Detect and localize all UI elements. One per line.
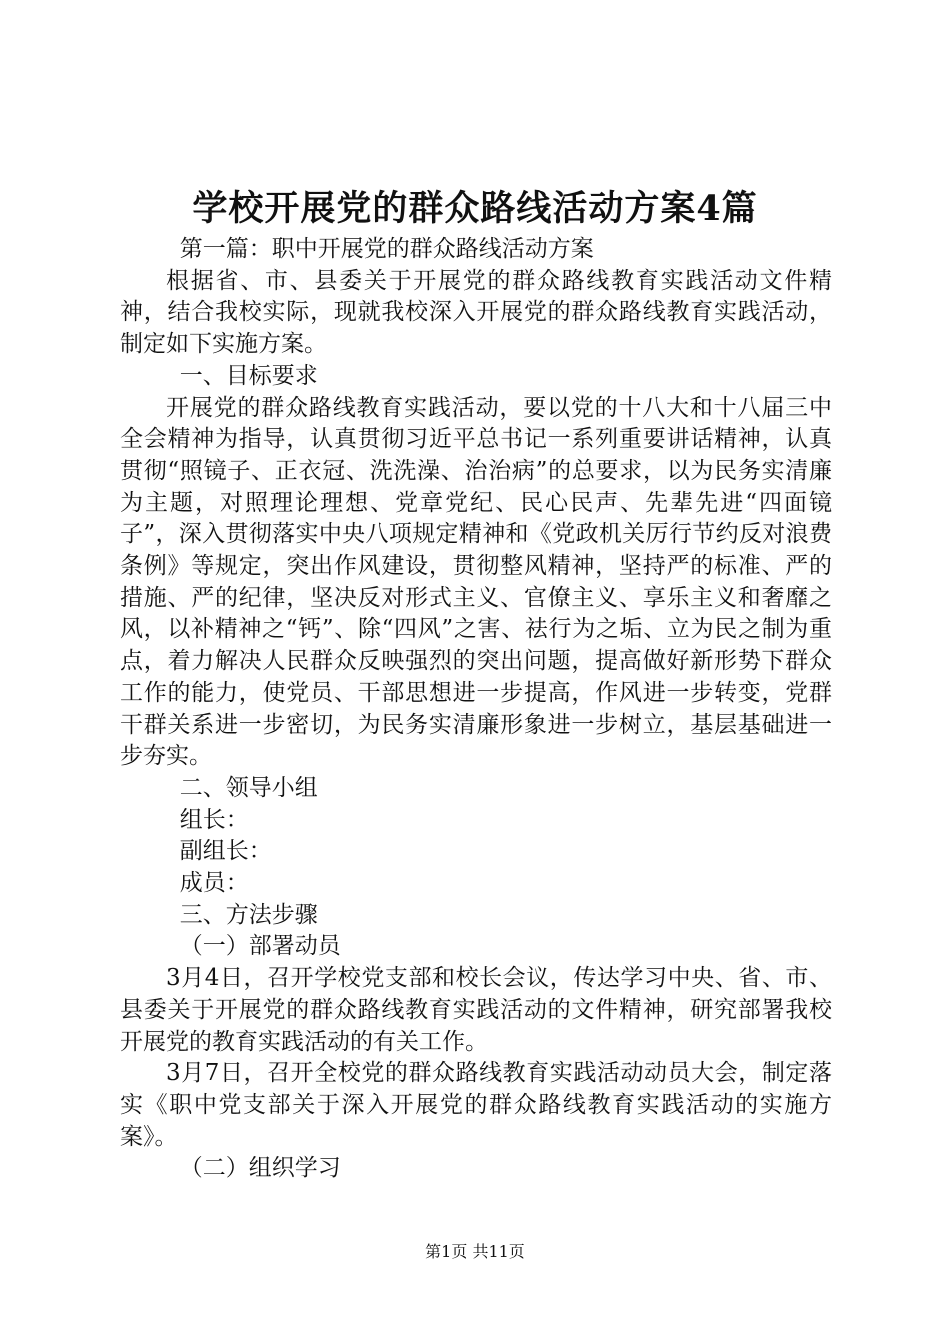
document-body [120, 234, 832, 1185]
paragraph: 成员： [179, 870, 249, 897]
paragraph: 3月7日，召开全校党的群众路线教育实践活动动员大会，制定落实《职中党支部关于深入开展党的群众路线教育实践活动的实施方案》。 [120, 1060, 832, 1150]
paragraph: 开展党的群众路线教育实践活动，要以党的十八大和十八届三中全会精神为指导，认真贯彻习近平总书记一系列重要讲话精神，认真贯彻“照镜子、正衣冠、洗洗澡、治治病”的总要求，以为民务实清廉为主题，对照理论理想、党章党纪、民心民声、先辈先进“四面镜子”，深入贯彻落实中央八项规定精神和《党政机关厉行节约反对浪费条例》等规定，突出作风建设，贯彻整风精神，坚持严的标准、严的措施、严的纪律，坚决反对形式主义、官僚主义、享乐主义和奢靡之风，以补精神之“钙”、除“四风”之害、祛行为之垢、立为民之制为重点，着力解决人民群众反映强烈的突出问题，提高做好新形势下群众工作的能力，使党员、干部思想进一步提高，作风进一步转变，党群干群关系进一步密切，为民务实清廉形象进一步树立，基层基础进一步夯实。 [120, 394, 832, 770]
page-footer: 第1页 共11页 [425, 1242, 525, 1261]
paragraph: 副组长： [179, 838, 272, 865]
document-title: 学校开展党的群众路线活动方案4篇 [192, 188, 758, 229]
section-heading: 一、目标要求 [179, 362, 318, 389]
section-heading: 三、方法步骤 [179, 901, 318, 928]
paragraph: 组长： [179, 806, 249, 833]
section-heading: 第一篇：职中开展党的群众路线活动方案 [179, 236, 594, 262]
paragraph: 3月4日，召开学校党支部和校长会议，传达学习中央、省、市、县委关于开展党的群众路线教育实践活动的文件精神，研究部署我校开展党的教育实践活动的有关工作。 [120, 965, 832, 1055]
paragraph: 根据省、市、县委关于开展党的群众路线教育实践活动文件精神，结合我校实际，现就我校深入开展党的群众路线教育实践活动，制定如下实施方案。 [120, 267, 832, 358]
section-heading: 二、领导小组 [179, 774, 318, 801]
section-heading: （一）部署动员 [179, 933, 341, 960]
section-heading: （二）组织学习 [179, 1155, 341, 1182]
